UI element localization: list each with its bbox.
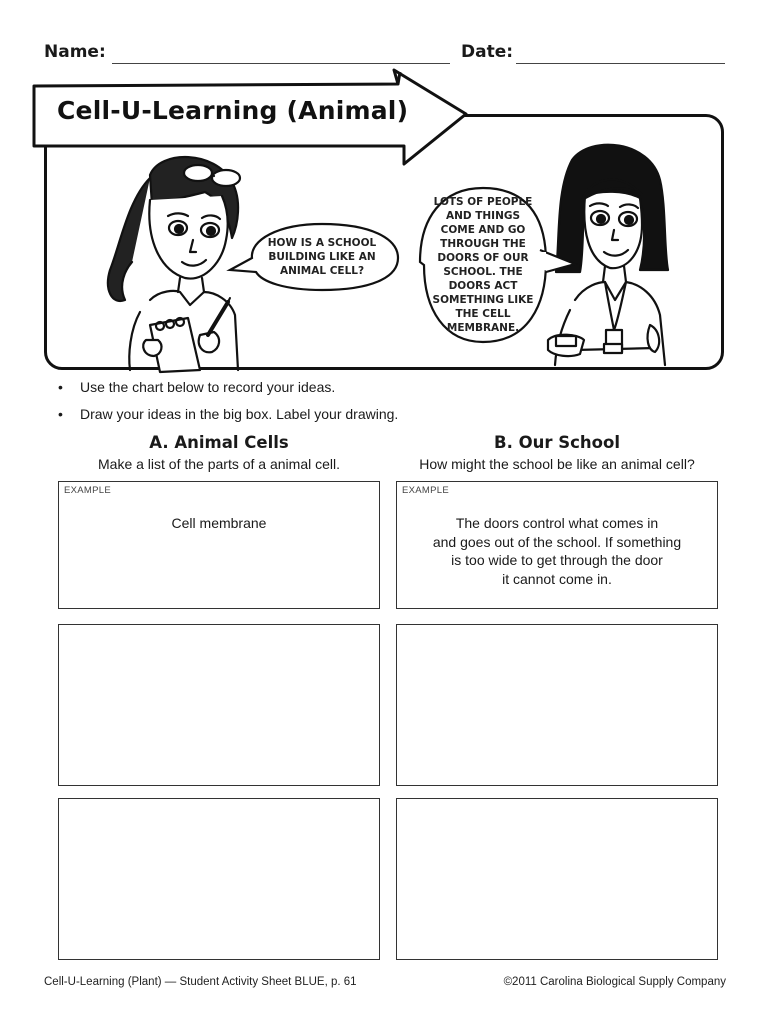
date-label: Date: (461, 42, 514, 62)
comic-illustration (0, 0, 770, 380)
school-answer-box[interactable] (396, 798, 718, 960)
name-label: Name: (44, 42, 106, 62)
animal-cell-example-text: Cell membrane (171, 515, 267, 531)
example-label: EXAMPLE (64, 485, 111, 496)
instruction-item: • Draw your ideas in the big box. Label your drawing. (58, 405, 398, 432)
school-example-line: it cannot come in. (502, 570, 612, 587)
column-b-subheading: How might the school be like an animal cell? (419, 456, 695, 472)
speech-bubble-right-text: LOTS OF PEOPLE AND THINGS COME AND GO THROUGH THE DOORS OF OUR SCHOOL. THE DOORS ACT SOMETHING LIKE THE CELL MEMBRANE. (432, 196, 534, 334)
school-example-line: and goes out of the school. If something (432, 533, 682, 550)
footer-copyright: ©2011 Carolina Biological Supply Company (503, 976, 726, 988)
animal-cell-answer-box[interactable] (58, 798, 380, 960)
girl-left-illustration (108, 157, 240, 372)
school-example-line: The doors control what comes in (455, 515, 659, 531)
animal-cell-answer-box[interactable] (58, 624, 380, 786)
girl-right-illustration (548, 145, 668, 365)
instruction-item: • Use the chart below to record your ideas. (58, 378, 398, 405)
column-b-heading: B. Our School (494, 433, 620, 452)
instructions-list (58, 378, 398, 432)
school-answer-box[interactable] (396, 624, 718, 786)
example-label: EXAMPLE (402, 485, 449, 496)
school-example-text (397, 514, 717, 588)
footer-left: Cell-U-Learning (Plant) — Student Activity Sheet BLUE, p. 61 (44, 976, 357, 988)
school-example-box[interactable] (396, 481, 718, 609)
animal-cell-example-box[interactable] (58, 481, 380, 609)
school-example-line: is too wide to get through the door (451, 552, 663, 568)
speech-bubble-left-text: HOW IS A SCHOOL BUILDING LIKE AN ANIMAL CELL? (267, 237, 377, 277)
column-a-subheading: Make a list of the parts of a animal cell. (98, 456, 340, 472)
comic-title: Cell-U-Learning (Animal) (57, 96, 409, 125)
column-a-heading: A. Animal Cells (149, 433, 289, 452)
